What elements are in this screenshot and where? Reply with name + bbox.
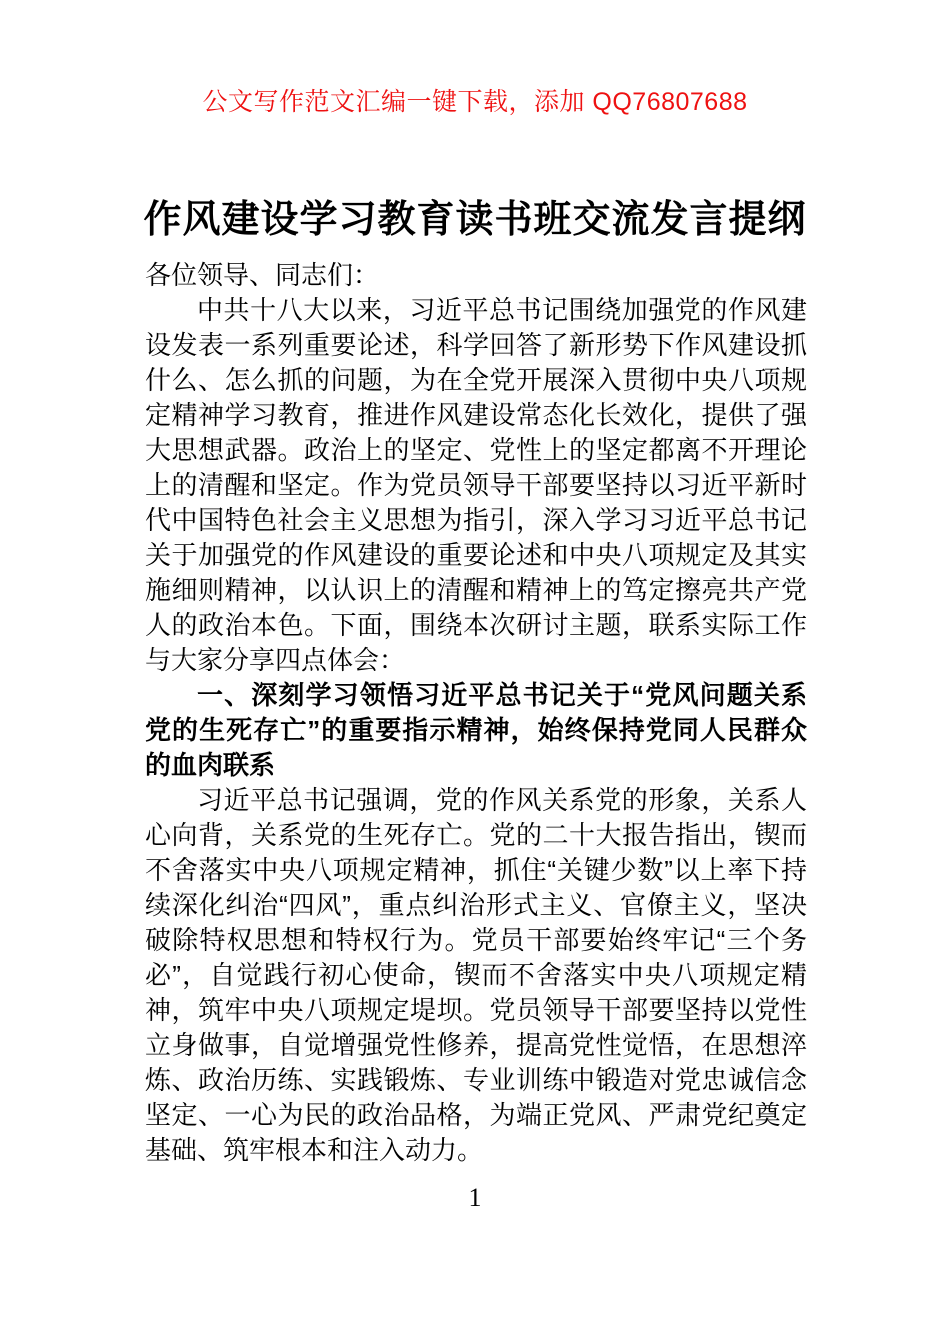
document-body — [145, 258, 807, 1168]
promo-banner-text: 公文写作范文汇编一键下载，添加 QQ76807688 — [202, 88, 748, 116]
paragraph-intro: 中共十八大以来，习近平总书记围绕加强党的作风建设发表一系列重要论述，科学回答了新形势下作风建设抓什么、怎么抓的问题，为在全党开展深入贯彻中央八项规定精神学习教育，推进作风建设常态化长效化，提供了强大思想武器。政治上的坚定、党性上的坚定都离不开理论上的清醒和坚定。作为党员领导干部要坚持以习近平新时代中国特色社会主义思想为指引，深入学习习近平总书记关于加强党的作风建设的重要论述和中央八项规定及其实施细则精神，以认识上的清醒和精神上的笃定擦亮共产党人的政治本色。下面，围绕本次研讨主题，联系实际工作与大家分享四点体会： — [145, 295, 807, 675]
document-title: 作风建设学习教育读书班交流发言提纲 — [143, 199, 807, 242]
page-number: 1 — [468, 1183, 482, 1212]
paragraph-salutation: 各位领导、同志们： — [145, 260, 380, 290]
paragraph-section-1-body: 习近平总书记强调，党的作风关系党的形象，关系人心向背，关系党的生死存亡。党的二十大报告指出，锲而不舍落实中央八项规定精神，抓住“关键少数”以上率下持续深化纠治“四风”，重点纠治形式主义、官僚主义，坚决破除特权思想和特权行为。党员干部要始终牢记“三个务必”，自觉践行初心使命，锲而不舍落实中央八项规定精神，筑牢中央八项规定堤坝。党员领导干部要坚持以党性立身做事，自觉增强党性修养，提高党性觉悟，在思想淬炼、政治历练、实践锻炼、专业训练中锻造对党忠诚信念坚定、一心为民的政治品格，为端正党风、严肃党纪奠定基础、筑牢根本和注入动力。 — [145, 785, 807, 1165]
section-heading-1: 一、深刻学习领悟习近平总书记关于“党风问题关系党的生死存亡”的重要指示精神，始终保持党同人民群众的血肉联系 — [145, 680, 807, 780]
